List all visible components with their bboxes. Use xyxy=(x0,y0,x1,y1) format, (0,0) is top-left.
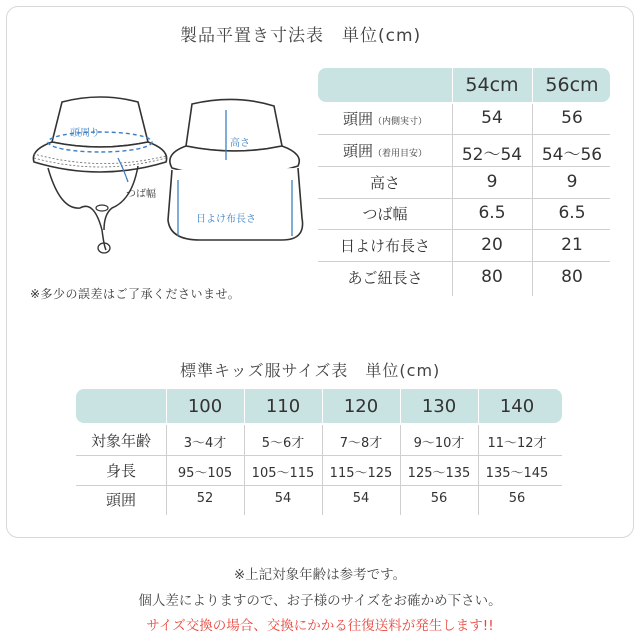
kids-col: 140 xyxy=(499,396,535,417)
row-divider xyxy=(318,134,610,135)
row-value: 20 xyxy=(481,235,503,255)
kids-row-value: 135〜145 xyxy=(485,466,549,481)
row-value: 9 xyxy=(566,172,578,192)
kids-row-label: 対象年齢 xyxy=(90,432,151,450)
table-divider xyxy=(166,389,167,423)
size-table-title: 製品平置き寸法表 単位(cm) xyxy=(180,26,422,46)
kids-row-value: 54 xyxy=(352,491,370,506)
kids-row-value: 7〜8才 xyxy=(339,436,383,451)
size-col-56: 56cm xyxy=(545,74,599,96)
kids-row-value: 54 xyxy=(274,491,292,506)
row-label: つば幅 xyxy=(362,205,408,223)
row-divider xyxy=(318,166,610,167)
row-value: 6.5 xyxy=(558,203,586,223)
brim-width-label: つば幅 xyxy=(126,189,156,200)
row-value: 80 xyxy=(481,267,503,287)
row-divider xyxy=(76,455,562,456)
row-divider xyxy=(318,198,610,199)
kids-col: 100 xyxy=(187,396,223,417)
kids-col: 110 xyxy=(265,396,301,417)
row-value: 9 xyxy=(486,172,498,192)
kids-row-value: 56 xyxy=(508,491,526,506)
row-value: 21 xyxy=(561,235,583,255)
row-label: 高さ xyxy=(369,174,400,192)
row-label: 日よけ布長さ xyxy=(339,237,430,255)
row-value: 54 xyxy=(481,108,503,128)
row-value: 6.5 xyxy=(478,203,506,223)
row-divider xyxy=(318,229,610,230)
row-divider xyxy=(76,485,562,486)
kids-row-value: 115〜125 xyxy=(329,466,393,481)
size-col-54: 54cm xyxy=(465,74,519,96)
row-label: 頭囲（内側実寸） xyxy=(342,110,428,128)
shade-length-label: 日よけ布長さ xyxy=(196,214,256,225)
kids-row-value: 125〜135 xyxy=(407,466,471,481)
kids-row-value: 52 xyxy=(196,491,214,506)
kids-row-value: 95〜105 xyxy=(177,466,233,481)
row-label: あご紐長さ xyxy=(347,269,423,287)
kids-row-value: 9〜10才 xyxy=(413,436,465,451)
kids-col: 130 xyxy=(421,396,457,417)
table-divider xyxy=(478,389,479,423)
kids-row-value: 5〜6才 xyxy=(261,436,305,451)
note-check-size: 個人差によりますので、お子様のサイズをお確かめ下さい。 xyxy=(138,593,502,609)
head-circumference-label: 頭周り xyxy=(70,128,100,139)
table-divider xyxy=(532,68,533,102)
kids-row-value: 105〜115 xyxy=(251,466,315,481)
hat-illustration xyxy=(20,90,320,280)
kids-row-label: 頭囲 xyxy=(105,491,136,509)
row-label: 頭囲（着用目安） xyxy=(342,142,428,160)
row-value: 52〜54 xyxy=(461,145,523,165)
row-value: 54〜56 xyxy=(541,145,603,165)
kids-col: 120 xyxy=(343,396,379,417)
disclaimer-text: ※多少の誤差はご了承くださいませ。 xyxy=(30,287,241,301)
row-value: 56 xyxy=(561,108,583,128)
table-divider xyxy=(322,389,323,423)
kids-row-value: 11〜12才 xyxy=(487,436,547,451)
note-exchange-warning: サイズ交換の場合、交換にかかる往復送料が発生します!! xyxy=(146,618,494,634)
table-divider xyxy=(244,389,245,423)
kids-row-value: 56 xyxy=(430,491,448,506)
kids-row-value: 3〜4才 xyxy=(183,436,227,451)
height-label: 高さ xyxy=(230,138,250,149)
kids-row-label: 身長 xyxy=(105,462,136,480)
row-divider xyxy=(318,261,610,262)
row-value: 80 xyxy=(561,267,583,287)
note-age-reference: ※上記対象年齢は参考です。 xyxy=(233,567,407,583)
table-divider xyxy=(400,389,401,423)
kids-table-title: 標準キッズ服サイズ表 単位(cm) xyxy=(180,361,441,380)
